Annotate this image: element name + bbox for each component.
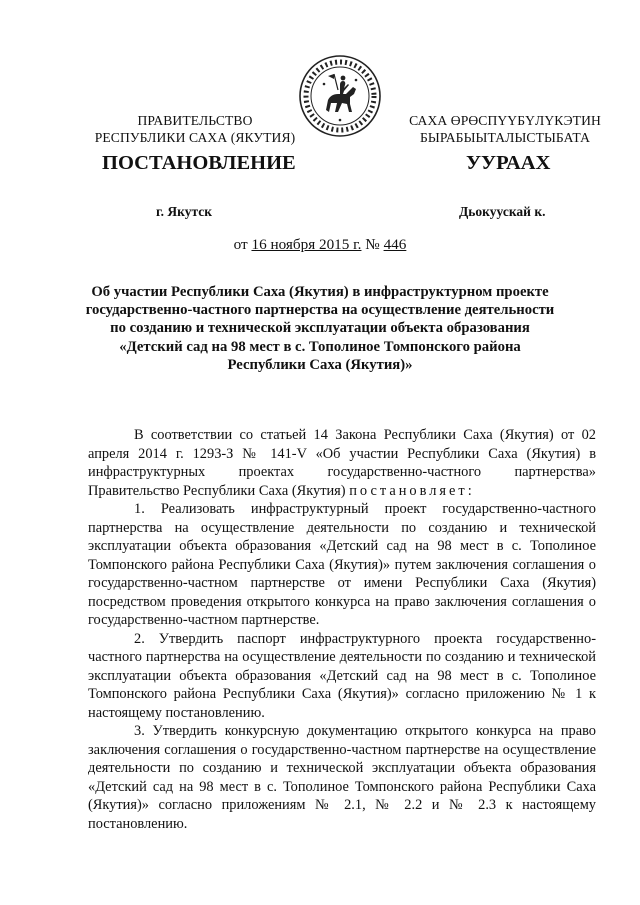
issuer-sakha bbox=[398, 112, 612, 146]
heading-line: Республики Саха (Якутия)» bbox=[227, 356, 413, 373]
heading-line: государственно-частного партнерства на осуществление деятельности bbox=[85, 302, 555, 319]
decree-item-2: 2. Утвердить паспорт инфраструктурного проекта государственно-частного партнерства на осуществление деятельности по созданию и технической эксплуатации объекта образования «Детский сад на 98 мест в с. Тополиное Томпонского района Республики Саха (Якутия)» согласно приложению № 1 к настоящему постановлению. bbox=[88, 630, 596, 721]
heading-line: Об участии Республики Саха (Якутия) в инфраструктурном проекте bbox=[91, 284, 549, 300]
issuer-ru-line1: ПРАВИТЕЛЬСТВО bbox=[137, 113, 253, 128]
decree-item-1: 1. Реализовать инфраструктурный проект государственно-частного партнерства на осуществление деятельности по созданию и технической эксплуатации объекта образования «Детский сад на 98 мест в с. Тополиное Томпонского района Республики Саха (Якутия)» путем заключения соглашения о государственно-частном партнерстве от имени Республики Саха (Якутия) посредством проведения открытого конкурса на право заключения соглашения о государственно-частном партнерстве. bbox=[88, 501, 596, 628]
date-prefix: от bbox=[233, 236, 248, 253]
document-heading bbox=[80, 283, 560, 374]
preamble-paragraph bbox=[88, 426, 596, 500]
number-sign: № bbox=[365, 236, 380, 253]
issuer-sakha-line2: БЫРАБЫЫТАЛЫСТЫБАТА bbox=[419, 130, 591, 145]
document-type-ru: ПОСТАНОВЛЕНИЕ bbox=[102, 152, 296, 174]
document-body bbox=[88, 426, 596, 833]
preamble-text: В соответствии со статьей 14 Закона Республики Саха (Якутия) от 02 апреля 2014 г. 1293-З № 141-V «Об участии Республики Саха (Якутия) в инфраструктурных проектах государственно-частного партнерства» Правительство Республики Саха (Якутия) bbox=[88, 427, 596, 499]
city-ru: г. Якутск bbox=[156, 204, 213, 219]
city-sakha: Дьокуускай к. bbox=[459, 204, 546, 219]
issuer-ru-line2: РЕСПУБЛИКИ САХА (ЯКУТИЯ) bbox=[94, 130, 296, 145]
heading-line: по созданию и технической эксплуатации объекта образования bbox=[110, 320, 530, 337]
document-type-sakha: УУРААХ bbox=[466, 152, 551, 174]
document-number: 446 bbox=[383, 236, 407, 253]
date-number-line bbox=[0, 236, 640, 254]
coat-of-arms-icon bbox=[298, 54, 382, 138]
issuer-sakha-line1: САХА ӨРӨСПҮҮБҮЛҮКЭТИН bbox=[409, 113, 601, 128]
heading-line: «Детский сад на 98 мест в с. Тополиное Томпонского района bbox=[119, 338, 521, 355]
document-date: 16 ноября 2015 г. bbox=[251, 236, 362, 253]
decree-item-3: 3. Утвердить конкурсную документацию открытого конкурса на право заключения соглашения о государственно-частном партнерстве на осуществление деятельности по созданию и технической эксплуатации объекта образования «Детский сад на 98 мест в с. Тополиное Томпонского района Республики Саха (Якутия)» согласно приложениям № 2.1, № 2.2 и № 2.3 к настоящему постановлению. bbox=[88, 723, 596, 832]
issuer-ru bbox=[88, 112, 302, 146]
decree-word: постановляет: bbox=[349, 482, 475, 499]
